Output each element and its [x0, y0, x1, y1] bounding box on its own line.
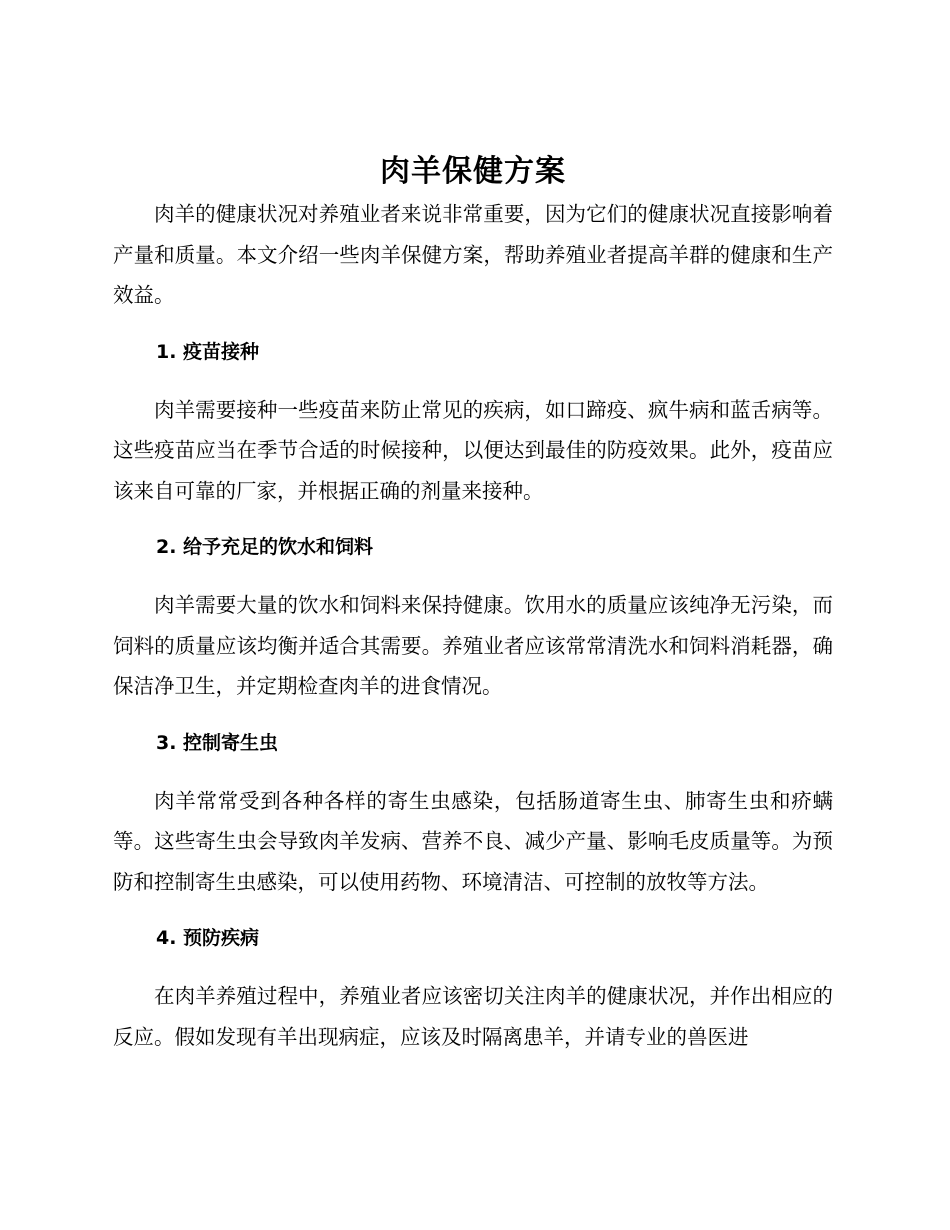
section-heading-vaccination: 1. 疫苗接种 — [156, 340, 260, 363]
document-page — [113, 150, 833, 1057]
spacer — [113, 511, 833, 533]
section-body-parasites: 肉羊常常受到各种各样的寄生虫感染，包括肠道寄生虫、肺寄生虫和疥螨等。这些寄生虫会导致肉羊发病、营养不良、减少产量、影响毛皮质量等。为预防和控制寄生虫感染，可以使用药物、环境清洁、可控制的放牧等方法。 — [113, 788, 833, 894]
spacer — [113, 952, 833, 976]
spacer — [113, 366, 833, 390]
section-body-vaccination: 肉羊需要接种一些疫苗来防止常见的疾病，如口蹄疫、疯牛病和蓝舌病等。这些疫苗应当在季节合适的时候接种，以便达到最佳的防疫效果。此外，疫苗应该来自可靠的厂家，并根据正确的剂量来接种。 — [113, 397, 833, 503]
section-body-water-feed: 肉羊需要大量的饮水和饲料来保持健康。饮用水的质量应该纯净无污染，而饲料的质量应该均衡并适合其需要。养殖业者应该常常清洗水和饲料消耗器，确保洁净卫生，并定期检查肉羊的进食情况。 — [113, 593, 833, 698]
section-heading-parasites: 3. 控制寄生虫 — [156, 731, 279, 754]
section-body-disease-prevention: 在肉羊养殖过程中，养殖业者应该密切关注肉羊的健康状况，并作出相应的反应。假如发现有羊出现病症，应该及时隔离患羊，并请专业的兽医进 — [113, 984, 833, 1049]
spacer — [113, 707, 833, 729]
section-heading-disease-prevention: 4. 预防疾病 — [156, 927, 260, 949]
spacer — [113, 902, 833, 924]
spacer — [113, 757, 833, 781]
spacer — [113, 316, 833, 338]
spacer — [113, 561, 833, 585]
intro-paragraph: 肉羊的健康状况对养殖业者来说非常重要，因为它们的健康状况直接影响着产量和质量。本文介绍一些肉羊保健方案，帮助养殖业者提高羊群的健康和生产效益。 — [113, 202, 833, 307]
document-title: 肉羊保健方案 — [380, 154, 566, 189]
section-heading-water-feed: 2. 给予充足的饮水和饲料 — [156, 536, 374, 558]
